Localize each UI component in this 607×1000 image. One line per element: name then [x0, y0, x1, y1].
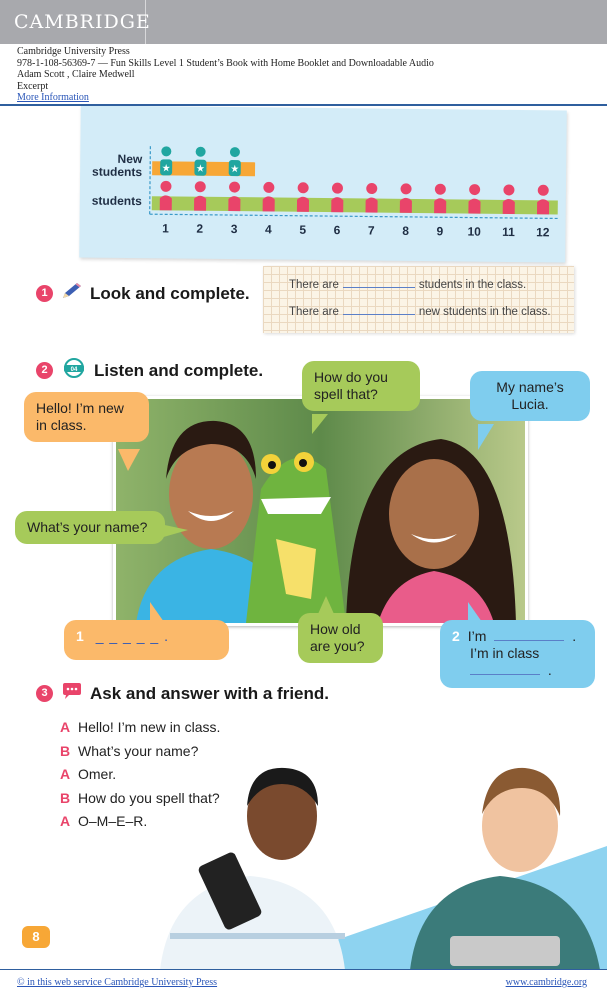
blank-2[interactable]: [343, 314, 415, 315]
copyright-link[interactable]: © in this web service Cambridge University Press: [17, 977, 218, 988]
student-body: [194, 196, 206, 211]
student-body: [400, 198, 412, 213]
student-body: [468, 199, 480, 214]
line-2-start: There are: [289, 306, 339, 318]
answer-1-bubble: [64, 620, 229, 660]
answer-2-blank-2[interactable]: [470, 674, 540, 675]
exercise-2-title: Listen and complete.: [94, 360, 264, 380]
new-student-head: [161, 146, 171, 156]
bubble-spell-tail: [312, 414, 328, 434]
book-metadata: [17, 46, 434, 104]
website-link[interactable]: www.cambridge.org: [505, 977, 587, 988]
answer-1-tail: [150, 602, 164, 622]
speaker-label: A: [60, 766, 71, 782]
answer-1-dashes[interactable]: _ _ _ _ _ .: [95, 628, 169, 644]
student-body: [160, 195, 172, 210]
chart-number-label: 7: [367, 223, 375, 238]
footer-divider: [0, 969, 607, 970]
chart-number-label: 5: [299, 222, 307, 237]
student-head: [263, 182, 274, 193]
line-1-end: students in the class.: [418, 279, 527, 291]
speaker-label: B: [60, 789, 71, 806]
answer-2-number: 2: [452, 628, 460, 644]
chart-number-label: 4: [265, 222, 272, 237]
exercise-2-heading: [36, 358, 263, 383]
isbn-title: 978-1-108-56369-7 — Fun Skills Level 1 Student’s Book with Home Booklet and Downloadable Audio: [17, 57, 434, 69]
audio-track-icon[interactable]: [61, 358, 87, 383]
chart-number-label: 2: [196, 221, 204, 236]
student-head: [195, 181, 206, 192]
student-body: [366, 197, 378, 212]
bubble-whats-name: What’s your name?: [15, 511, 165, 544]
student-body: [228, 196, 240, 211]
answer-2-bubble: 2 I’m . I’m in class .: [440, 620, 595, 688]
chart-number-label: 6: [333, 223, 341, 238]
speech-bubble-icon: [61, 682, 83, 705]
new-student-head: [230, 147, 240, 157]
excerpt-label: Excerpt: [17, 80, 49, 92]
exercise-2-number: 2: [36, 362, 53, 379]
student-head: [366, 183, 377, 194]
book-page: [0, 106, 607, 970]
student-head: [435, 184, 446, 195]
dialogue-text: Hello! I’m new in class.: [78, 719, 221, 735]
publisher: Cambridge University Press: [17, 46, 130, 57]
exercise-1-number: 1: [36, 285, 53, 302]
bubble-lucia-tail: [478, 424, 494, 450]
student-head: [469, 184, 480, 195]
chart-number-label: 3: [230, 222, 238, 237]
chart-axis-vertical: [150, 146, 151, 214]
exercise-3-title: Ask and answer with a friend.: [90, 683, 330, 703]
chart-number-label: 12: [536, 225, 550, 240]
star-icon: ★: [195, 163, 205, 175]
student-head: [229, 182, 240, 193]
grid-paper-answers: [263, 266, 574, 333]
student-body: [503, 199, 515, 214]
bubble-lucia: My name’s Lucia.: [470, 371, 590, 421]
student-body: [331, 197, 343, 212]
chart-number-label: 11: [502, 224, 515, 240]
exercise-3-number: 3: [36, 685, 53, 702]
student-body: [537, 199, 549, 214]
new-student-head: [196, 147, 206, 157]
friends-photo: [0, 736, 607, 970]
answer-line-1: [289, 279, 526, 291]
student-body: [263, 196, 275, 211]
right-tablet: [450, 936, 560, 966]
line-2-end: new students in the class.: [418, 306, 551, 318]
left-boy-shirt: [160, 876, 345, 970]
chart-number-label: 9: [436, 224, 444, 239]
girl-face: [389, 459, 479, 569]
bubble-how-old: How old are you?: [298, 613, 383, 663]
page-number: 8: [22, 926, 50, 948]
label-new-students: students: [92, 164, 143, 180]
label-new-word: New: [117, 151, 143, 167]
authors: Adam Scott , Claire Medwell: [17, 69, 135, 80]
speaker-label: B: [60, 742, 71, 759]
chart-axis-horizontal: [150, 214, 560, 218]
pencil-icon: [61, 282, 83, 305]
dialogue-text: Omer.: [78, 766, 117, 782]
student-body: [297, 197, 309, 212]
chart-number-label: 1: [162, 221, 169, 236]
audio-track-number: 04: [70, 367, 78, 373]
bubble-how-old-tail: [318, 596, 334, 614]
exercise-3-heading: [36, 682, 329, 705]
student-head: [160, 181, 171, 192]
answer-2-line-1: I’m: [467, 628, 487, 644]
exercise-1-heading: [36, 282, 250, 305]
blank-1[interactable]: [343, 287, 415, 288]
answer-2-blank-1[interactable]: [494, 640, 564, 641]
students-bar: [152, 196, 558, 214]
dialogue-text: What’s your name?: [78, 742, 199, 759]
star-icon: ★: [230, 164, 240, 176]
more-information-link[interactable]: More Information: [17, 92, 89, 103]
answer-2-tail: [468, 602, 482, 622]
answer-1-number: 1: [76, 628, 84, 644]
student-head: [332, 183, 343, 194]
bubble-hello-tail: [118, 449, 140, 471]
bubble-hello: Hello! I’m new in class.: [24, 392, 149, 442]
bubble-whats-name-tail: [160, 524, 188, 538]
chart-number-label: 8: [402, 223, 410, 238]
dialogue-text: How do you spell that?: [78, 789, 220, 806]
speaker-label: A: [60, 719, 71, 735]
pictogram-svg: [79, 106, 567, 263]
student-head: [298, 182, 309, 193]
line-1-start: There are: [289, 279, 339, 291]
star-icon: ★: [161, 163, 171, 175]
bubble-spell: How do you spell that?: [302, 361, 420, 411]
answer-2-line-2: I’m in class: [470, 645, 540, 661]
student-head: [400, 183, 411, 194]
students-pictogram: [79, 106, 567, 263]
student-head: [538, 185, 549, 196]
answer-line-2: [289, 306, 551, 318]
speaker-label: A: [60, 813, 71, 829]
label-students: students: [91, 193, 142, 209]
cambridge-logo: CAMBRIDGE: [0, 0, 146, 44]
student-body: [434, 198, 446, 213]
dialogue-text: O–M–E–R.: [78, 813, 148, 829]
chart-number-label: 10: [467, 224, 481, 239]
exercise-1-title: Look and complete.: [90, 283, 250, 303]
student-head: [503, 184, 514, 195]
